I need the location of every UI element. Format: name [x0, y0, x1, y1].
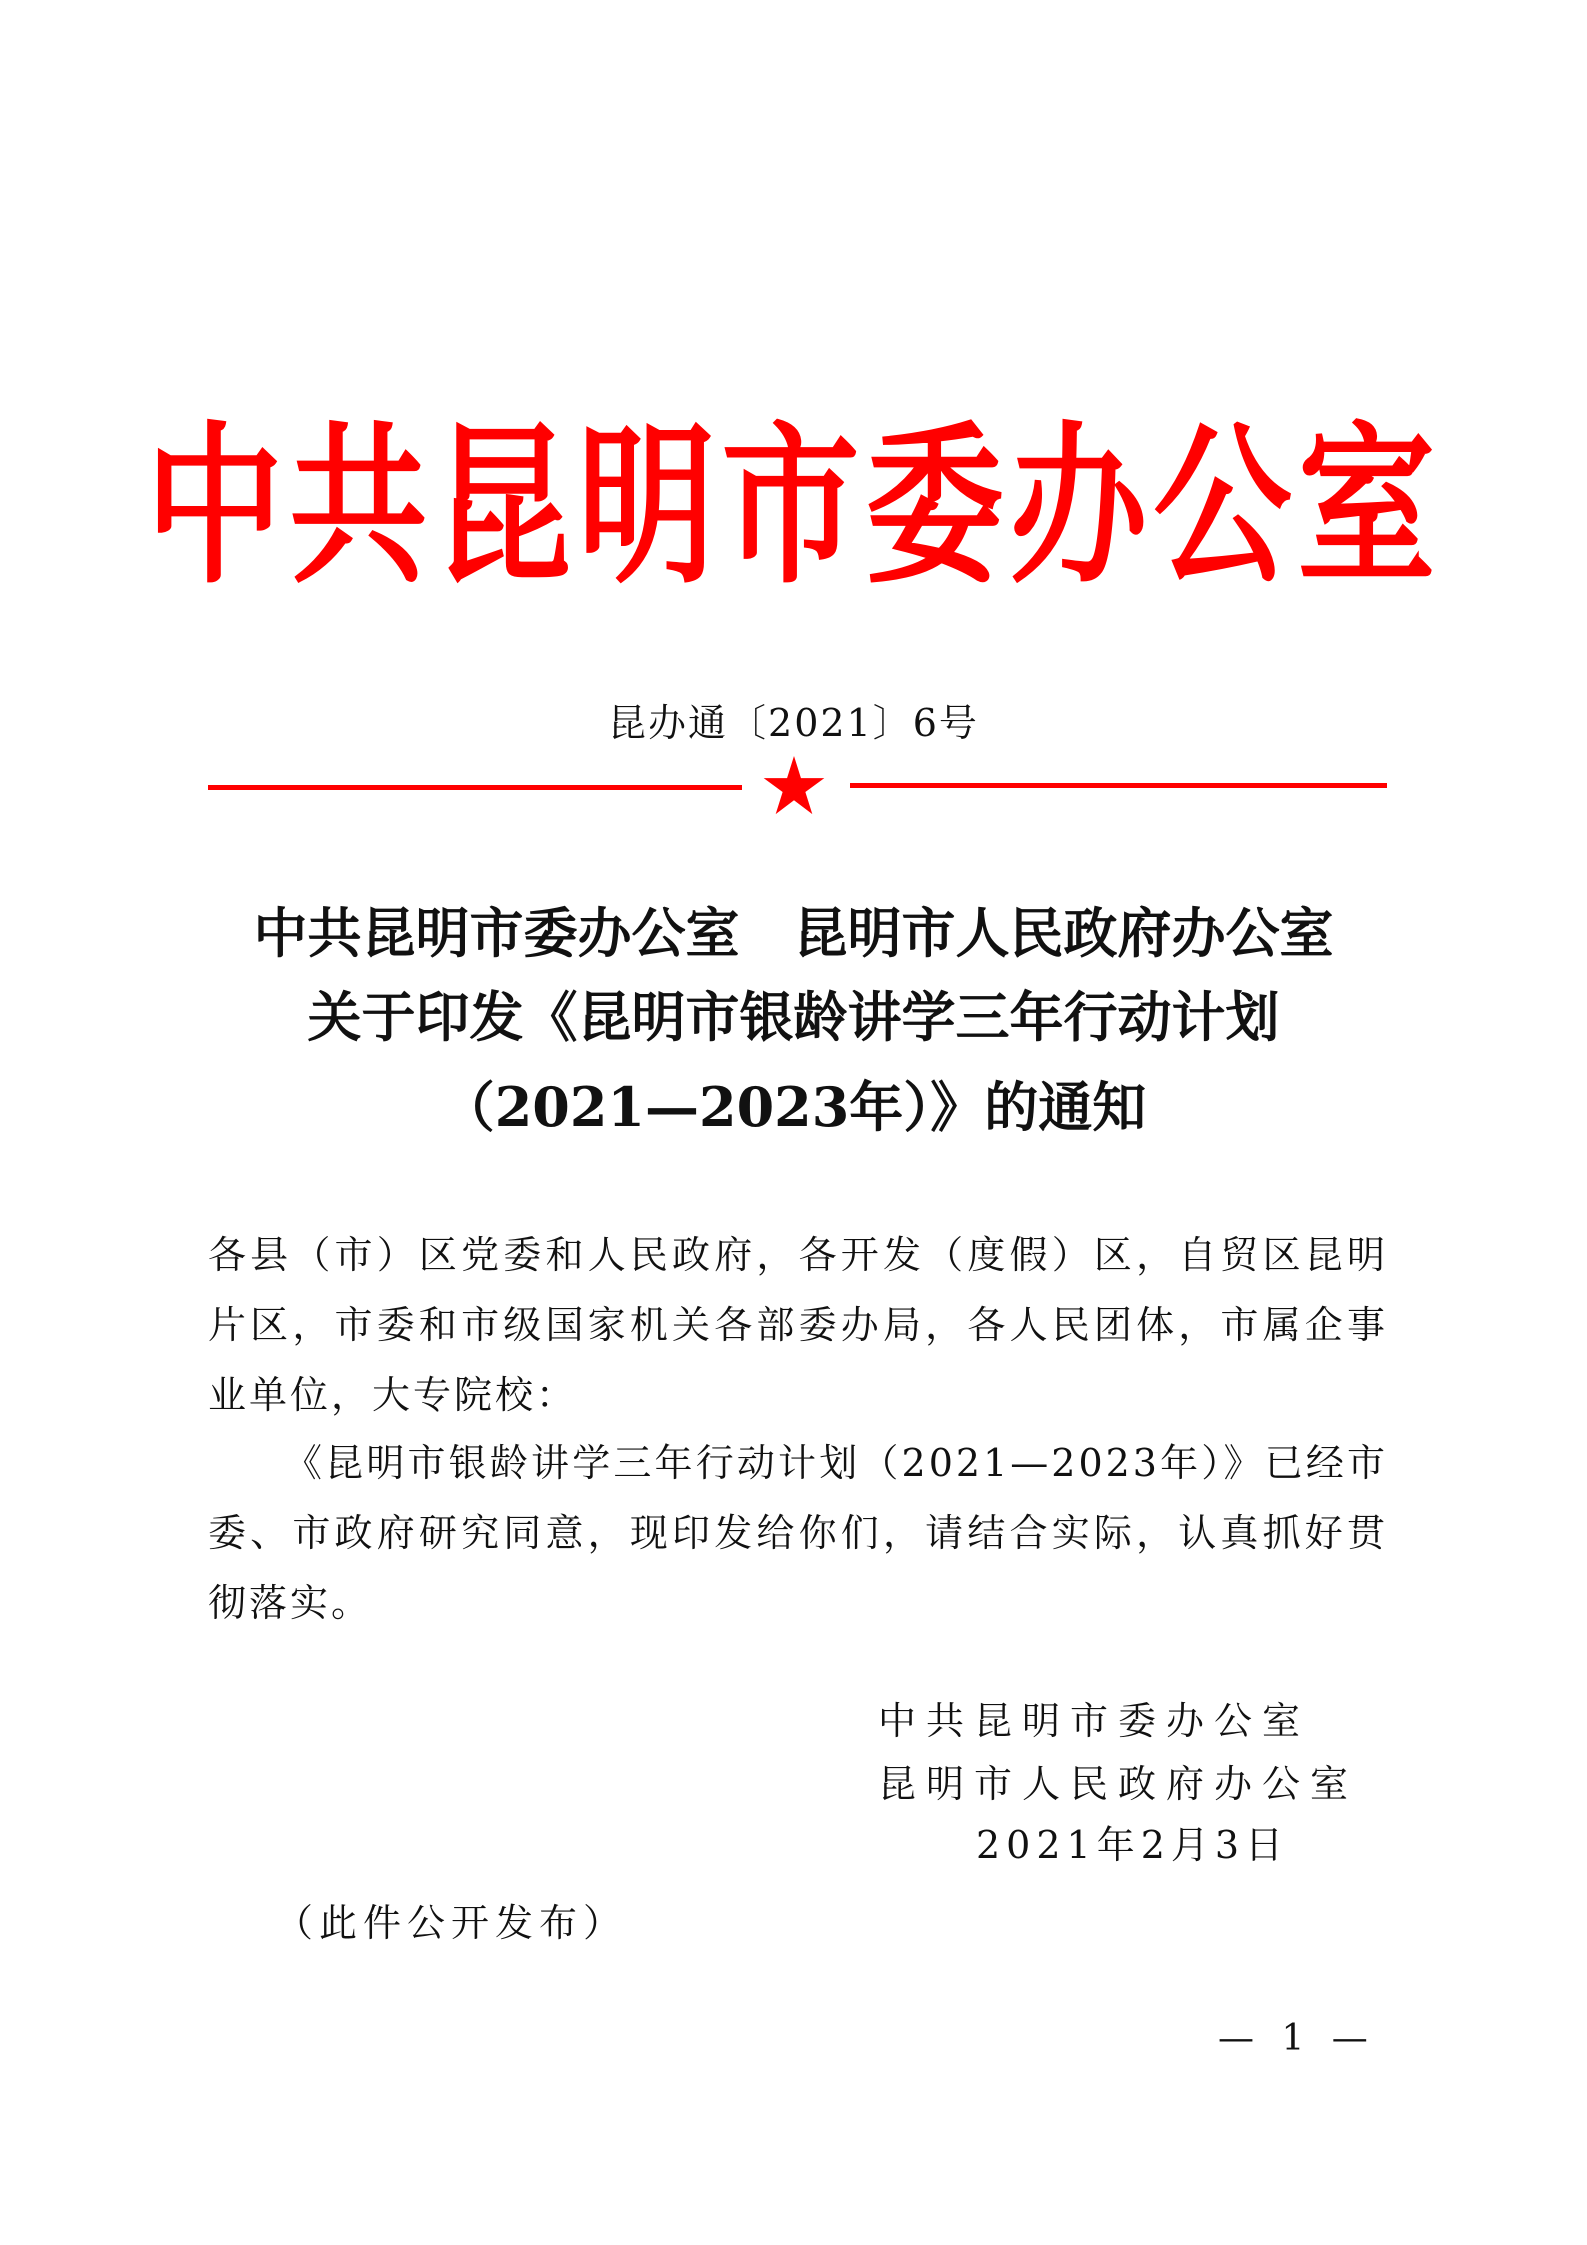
- signature-date: 2021年2月3日: [976, 1823, 1290, 1867]
- red-rule-left: [208, 785, 742, 790]
- document-title-line-2: 关于印发《昆明市银龄讲学三年行动计划: [307, 985, 1280, 1049]
- page-number: — 1 —: [1218, 2018, 1376, 2059]
- document-title-line-1: 中共昆明市委办公室 昆明市人民政府办公室: [253, 901, 1334, 965]
- signature-issuer-1: 中共昆明市委办公室: [878, 1699, 1311, 1743]
- publication-note: （此件公开发布）: [275, 1901, 628, 1945]
- document-number: 昆办通〔2021〕6号: [608, 701, 979, 745]
- masthead-title: 中共昆明市委办公室: [145, 403, 1442, 608]
- red-rule-right: [850, 783, 1387, 788]
- body-paragraph: 《昆明市银龄讲学三年行动计划（2021—2023年）》已经市委、市政府研究同意，现印发给你们，请结合实际，认真抓好贯彻落实。: [208, 1441, 1388, 1625]
- recipients-paragraph: 各县（市）区党委和人民政府，各开发（度假）区，自贸区昆明片区，市委和市级国家机关各部委办局，各人民团体，市属企事业单位，大专院校：: [208, 1233, 1388, 1417]
- signature-issuer-2: 昆明市人民政府办公室: [878, 1762, 1359, 1806]
- document-title-line-3: （2021—2023年）》的通知: [440, 1075, 1147, 1139]
- star-icon: [760, 756, 828, 816]
